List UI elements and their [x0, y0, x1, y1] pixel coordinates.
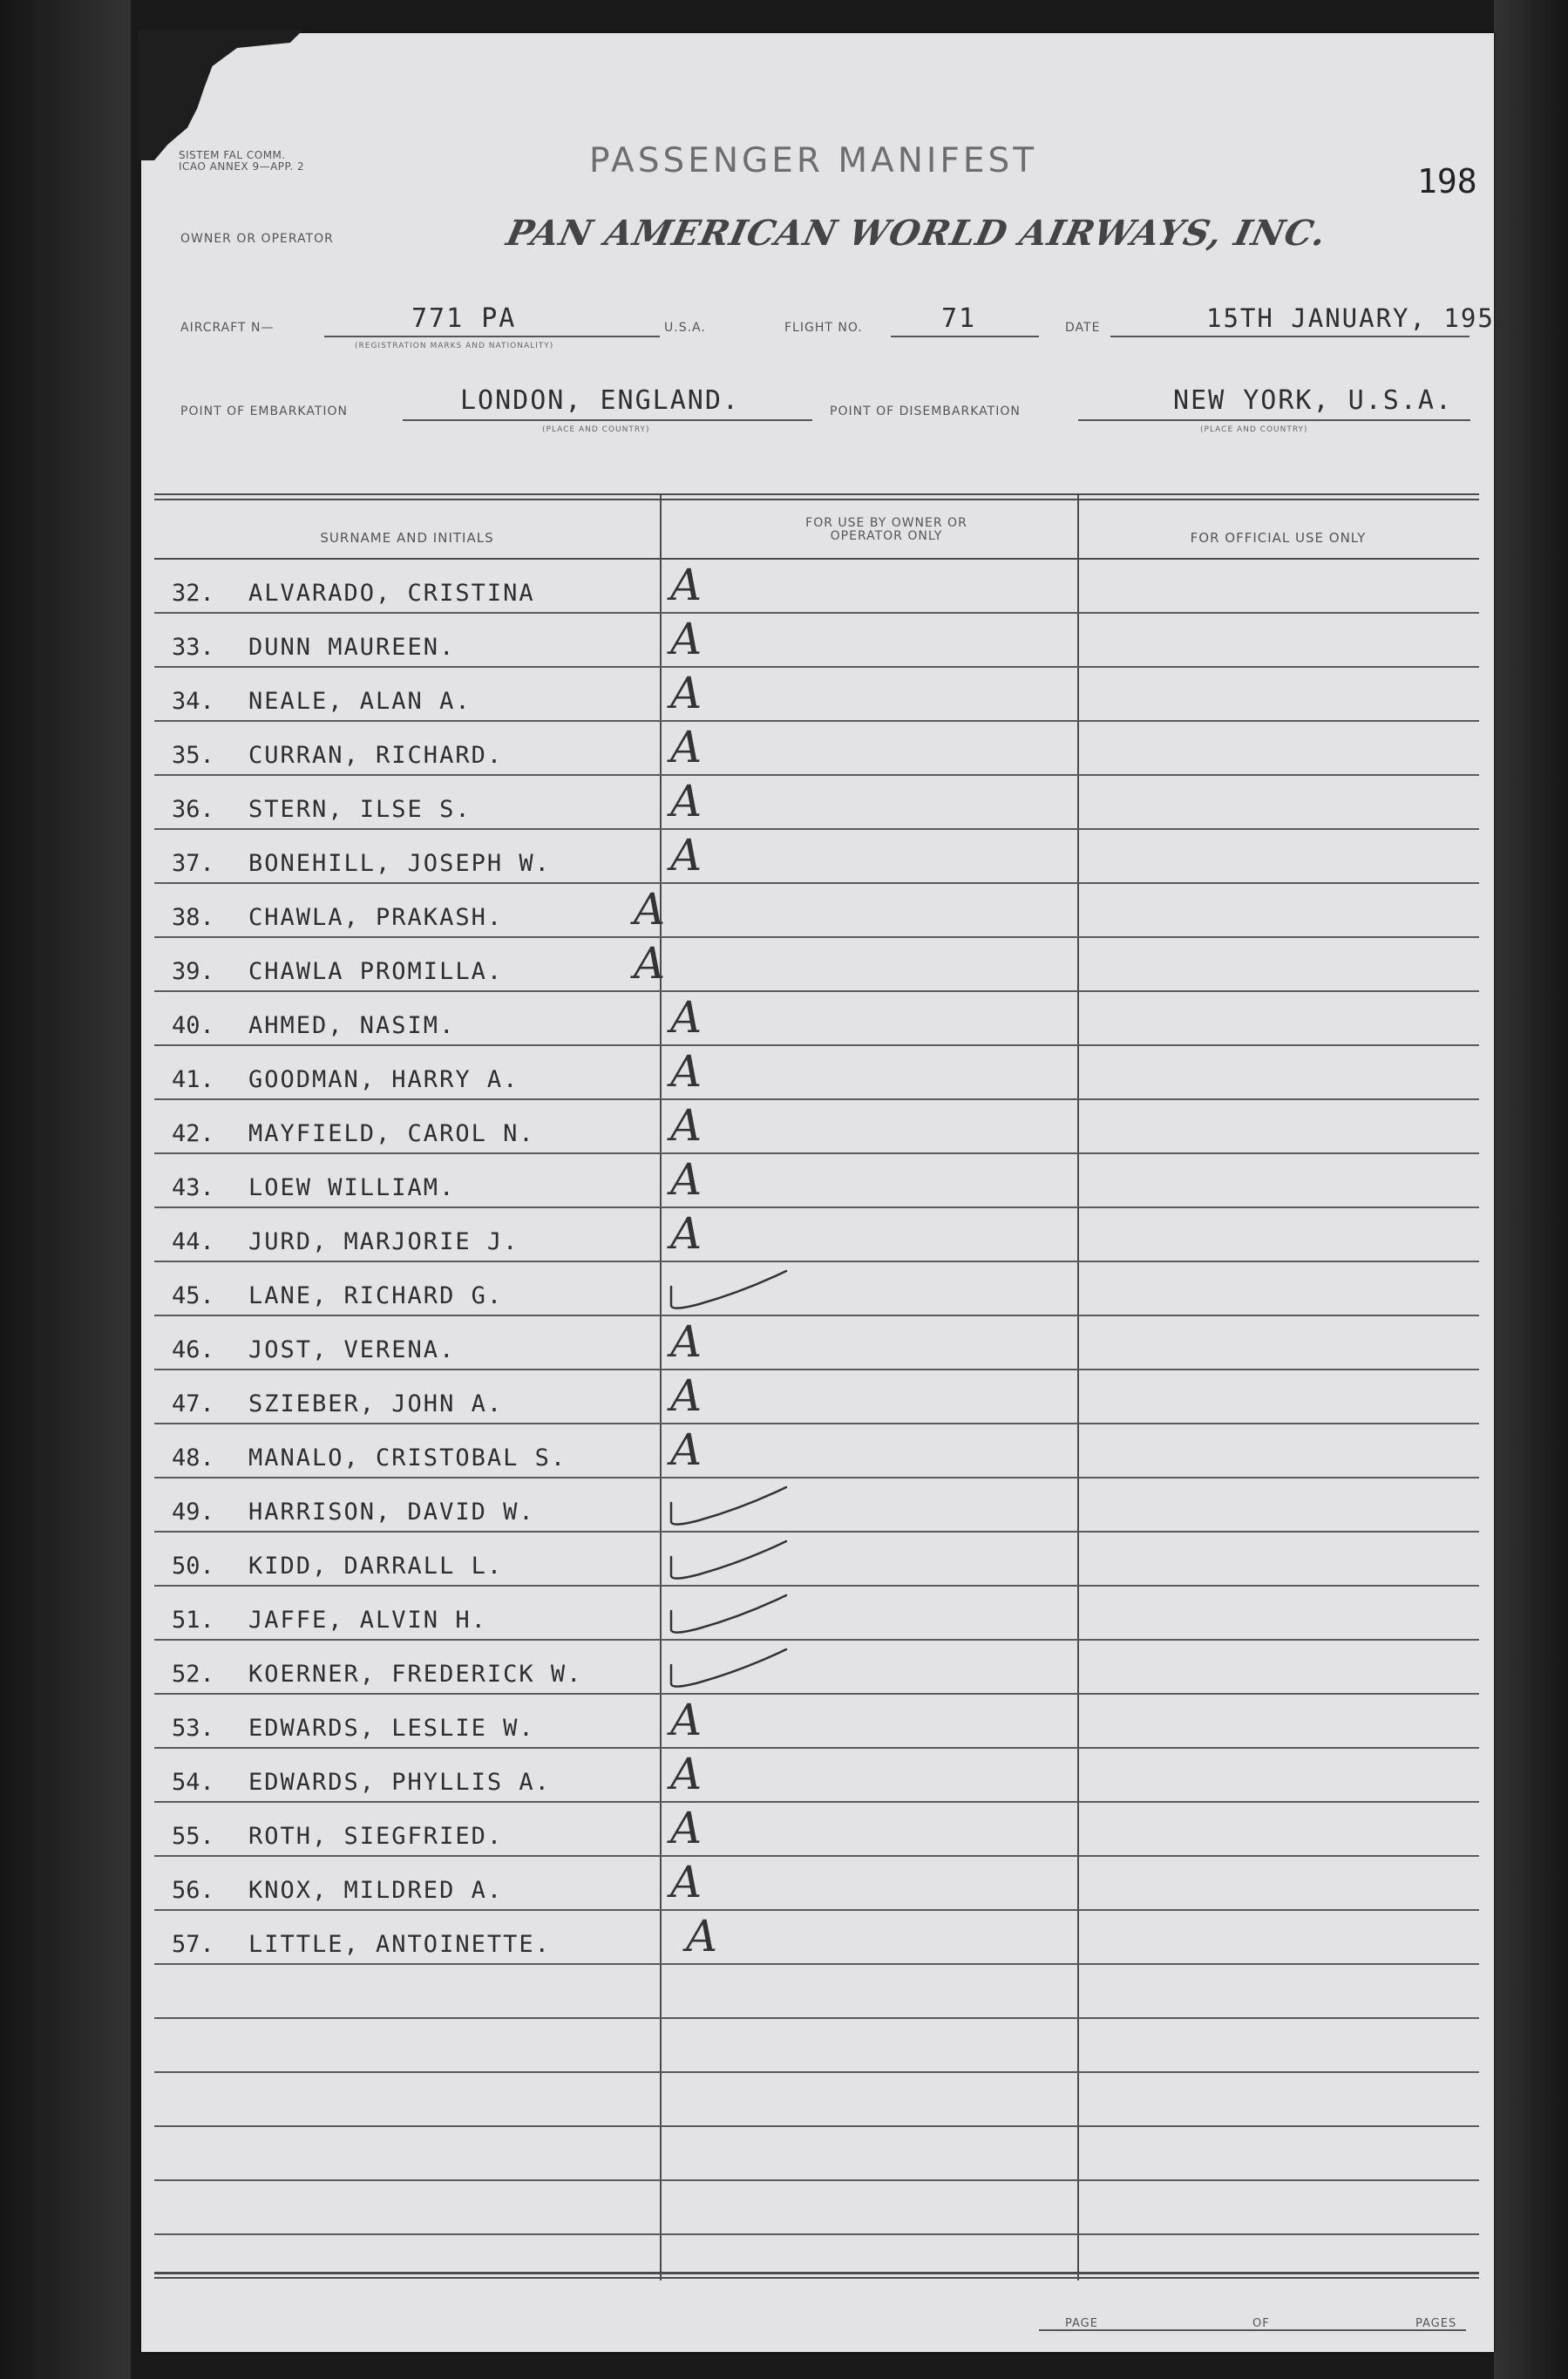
row-number: 54.: [172, 1769, 214, 1796]
aircraft-label: AIRCRAFT N—: [180, 321, 275, 335]
handwritten-mark: A: [670, 614, 703, 664]
column-header-official: FOR OFFICIAL USE ONLY: [1190, 530, 1367, 546]
table-row: [154, 560, 1479, 614]
row-number: 51.: [172, 1607, 214, 1634]
torn-corner: [138, 30, 303, 160]
row-number: 45.: [172, 1282, 214, 1309]
scan-edge-left: [0, 0, 131, 2379]
passenger-name: KIDD, DARRALL L.: [248, 1553, 504, 1580]
passenger-name: CHAWLA, PRAKASH.: [248, 904, 504, 931]
disembark-value: NEW YORK, U.S.A.: [1173, 385, 1453, 416]
handwritten-mark: A: [670, 1208, 703, 1259]
form-ref-line1: SISTEM FAL COMM.: [179, 149, 286, 161]
handwritten-mark: A: [670, 776, 703, 826]
aircraft-value: 771 PA: [411, 303, 517, 334]
scan-edge-right: [1494, 0, 1568, 2379]
table-row: [154, 938, 1479, 992]
passenger-name: EDWARDS, LESLIE W.: [248, 1715, 535, 1742]
row-number: 42.: [172, 1120, 214, 1147]
passenger-name: GOODMAN, HARRY A.: [248, 1066, 519, 1093]
passenger-name: AHMED, NASIM.: [248, 1012, 456, 1039]
table-row: [154, 1316, 1479, 1370]
passenger-name: BONEHILL, JOSEPH W.: [248, 850, 551, 877]
table-row: [154, 1262, 1479, 1316]
passenger-name: DUNN MAUREEN.: [248, 634, 456, 661]
handwritten-mark: A: [670, 1046, 703, 1097]
table-row: [154, 1100, 1479, 1154]
passenger-table: [154, 493, 1479, 2280]
blank-row: [154, 2127, 1479, 2181]
row-number: 47.: [172, 1390, 214, 1417]
table-top-rule-2: [154, 499, 1479, 500]
table-bottom-rule-2: [154, 2277, 1479, 2279]
disembark-underline: [1078, 419, 1470, 421]
table-row: [154, 614, 1479, 668]
row-number: 49.: [172, 1499, 214, 1526]
row-number: 57.: [172, 1931, 214, 1958]
row-number: 48.: [172, 1444, 214, 1472]
passenger-name: LITTLE, ANTOINETTE.: [248, 1931, 551, 1958]
embark-caption: (PLACE AND COUNTRY): [542, 425, 650, 434]
passenger-name: MAYFIELD, CAROL N.: [248, 1120, 535, 1147]
row-number: 39.: [172, 958, 214, 985]
page-title: PASSENGER MANIFEST: [589, 141, 1038, 180]
row-number: 41.: [172, 1066, 214, 1093]
table-row: [154, 722, 1479, 776]
passenger-name: ROTH, SIEGFRIED.: [248, 1823, 504, 1850]
date-value: 15TH JANUARY, 1957: [1206, 303, 1512, 333]
passenger-name: CURRAN, RICHARD.: [248, 742, 504, 769]
table-bottom-rule: [154, 2272, 1479, 2274]
row-number: 33.: [172, 634, 214, 661]
check-mark-icon: [664, 1585, 795, 1646]
embark-label: POINT OF EMBARKATION: [180, 404, 349, 418]
blank-row: [154, 2073, 1479, 2127]
table-row: [154, 1803, 1479, 1857]
row-number: 38.: [172, 904, 214, 931]
handwritten-mark: A: [670, 1154, 703, 1205]
passenger-name: ALVARADO, CRISTINA: [248, 580, 535, 607]
column-header-operator: FOR USE BY OWNER OR OPERATOR ONLY: [805, 516, 967, 543]
embark-value: LONDON, ENGLAND.: [460, 385, 740, 416]
row-number: 37.: [172, 850, 214, 877]
footer-of-label: OF: [1252, 2317, 1270, 2330]
table-row: [154, 1154, 1479, 1208]
row-number: 43.: [172, 1174, 214, 1201]
nationality: U.S.A.: [664, 321, 706, 335]
table-row: [154, 992, 1479, 1046]
handwritten-mark: A: [670, 1316, 703, 1367]
table-row: [154, 1695, 1479, 1749]
handwritten-mark: A: [670, 722, 703, 772]
form-reference: [179, 150, 304, 173]
table-row: [154, 668, 1479, 722]
row-number: 32.: [172, 580, 214, 607]
page-number: 198: [1417, 162, 1477, 201]
flight-label: FLIGHT NO.: [784, 321, 863, 335]
footer-page-label: [1065, 2317, 1098, 2330]
handwritten-mark: A: [670, 560, 703, 610]
table-row: [154, 1046, 1479, 1100]
row-number: 35.: [172, 742, 214, 769]
passenger-name: LOEW WILLIAM.: [248, 1174, 456, 1201]
table-row: [154, 1749, 1479, 1803]
column-header-surname: SURNAME AND INITIALS: [320, 530, 494, 546]
flight-value: 71: [941, 303, 977, 334]
table-row: [154, 1208, 1479, 1262]
row-number: 56.: [172, 1877, 214, 1904]
table-row: [154, 830, 1479, 884]
check-mark-icon: [664, 1477, 795, 1538]
row-number: 36.: [172, 796, 214, 823]
handwritten-mark: A: [670, 1424, 703, 1475]
handwritten-mark: A: [670, 1857, 703, 1907]
table-row: [154, 1424, 1479, 1478]
passenger-name: MANALO, CRISTOBAL S.: [248, 1444, 567, 1472]
table-row: [154, 884, 1479, 938]
handwritten-mark: A: [670, 1370, 703, 1421]
embark-underline: [403, 419, 812, 421]
row-number: 55.: [172, 1823, 214, 1850]
manifest-sheet: [141, 33, 1512, 2352]
table-row: [154, 1587, 1479, 1641]
passenger-name: CHAWLA PROMILLA.: [248, 958, 504, 985]
check-mark-icon: [664, 1639, 795, 1700]
row-number: 44.: [172, 1228, 214, 1255]
passenger-name: LANE, RICHARD G.: [248, 1282, 504, 1309]
handwritten-mark: A: [670, 668, 703, 718]
passenger-name: HARRISON, DAVID W.: [248, 1499, 535, 1526]
passenger-name: JAFFE, ALVIN H.: [248, 1607, 487, 1634]
handwritten-mark: A: [670, 1749, 703, 1799]
table-row: [154, 776, 1479, 830]
flight-underline: [891, 336, 1039, 337]
disembark-caption: (PLACE AND COUNTRY): [1200, 425, 1308, 434]
handwritten-mark: A: [670, 1100, 703, 1151]
table-row: [154, 1478, 1479, 1533]
handwritten-mark: A: [670, 1803, 703, 1853]
table-row: [154, 1370, 1479, 1424]
row-number: 46.: [172, 1336, 214, 1363]
table-row: [154, 1857, 1479, 1911]
passenger-name: KOERNER, FREDERICK W.: [248, 1661, 583, 1688]
footer-pages-label: PAGES: [1415, 2317, 1457, 2330]
passenger-name: EDWARDS, PHYLLIS A.: [248, 1769, 551, 1796]
owner-label: OWNER OR OPERATOR: [180, 232, 334, 246]
date-underline: [1110, 336, 1470, 337]
table-row: [154, 1911, 1479, 1965]
blank-row: [154, 2019, 1479, 2073]
handwritten-mark: A: [670, 830, 703, 880]
passenger-name: NEALE, ALAN A.: [248, 688, 472, 715]
passenger-name: JURD, MARJORIE J.: [248, 1228, 519, 1255]
row-number: 50.: [172, 1553, 214, 1580]
check-mark-icon: [664, 1261, 795, 1322]
handwritten-mark: A: [670, 1695, 703, 1745]
row-rule: [154, 2233, 1479, 2235]
blank-row: [154, 2181, 1479, 2235]
handwritten-mark: A: [670, 992, 703, 1043]
table-top-rule: [154, 493, 1479, 495]
aircraft-underline: [324, 336, 660, 337]
date-label: DATE: [1065, 321, 1101, 335]
check-mark-icon: [664, 1531, 795, 1592]
disembark-label: POINT OF DISEMBARKATION: [830, 404, 1021, 418]
table-row: [154, 1641, 1479, 1695]
table-row: [154, 1533, 1479, 1587]
row-number: 40.: [172, 1012, 214, 1039]
passenger-name: KNOX, MILDRED A.: [248, 1877, 504, 1904]
airline-name: PAN AMERICAN WORLD AIRWAYS, INC.: [503, 213, 1331, 254]
page-label: PAGE: [1065, 2317, 1098, 2330]
row-number: 53.: [172, 1715, 214, 1742]
handwritten-mark: A: [634, 884, 666, 935]
blank-row: [154, 1965, 1479, 2019]
form-ref-line2: ICAO ANNEX 9—APP. 2: [179, 160, 305, 173]
passenger-name: STERN, ILSE S.: [248, 796, 472, 823]
handwritten-mark: A: [634, 938, 666, 989]
handwritten-mark: A: [686, 1911, 718, 1961]
registration-caption: (REGISTRATION MARKS AND NATIONALITY): [355, 342, 554, 350]
passenger-name: JOST, VERENA.: [248, 1336, 456, 1363]
row-number: 52.: [172, 1661, 214, 1688]
passenger-name: SZIEBER, JOHN A.: [248, 1390, 504, 1417]
row-number: 34.: [172, 688, 214, 715]
